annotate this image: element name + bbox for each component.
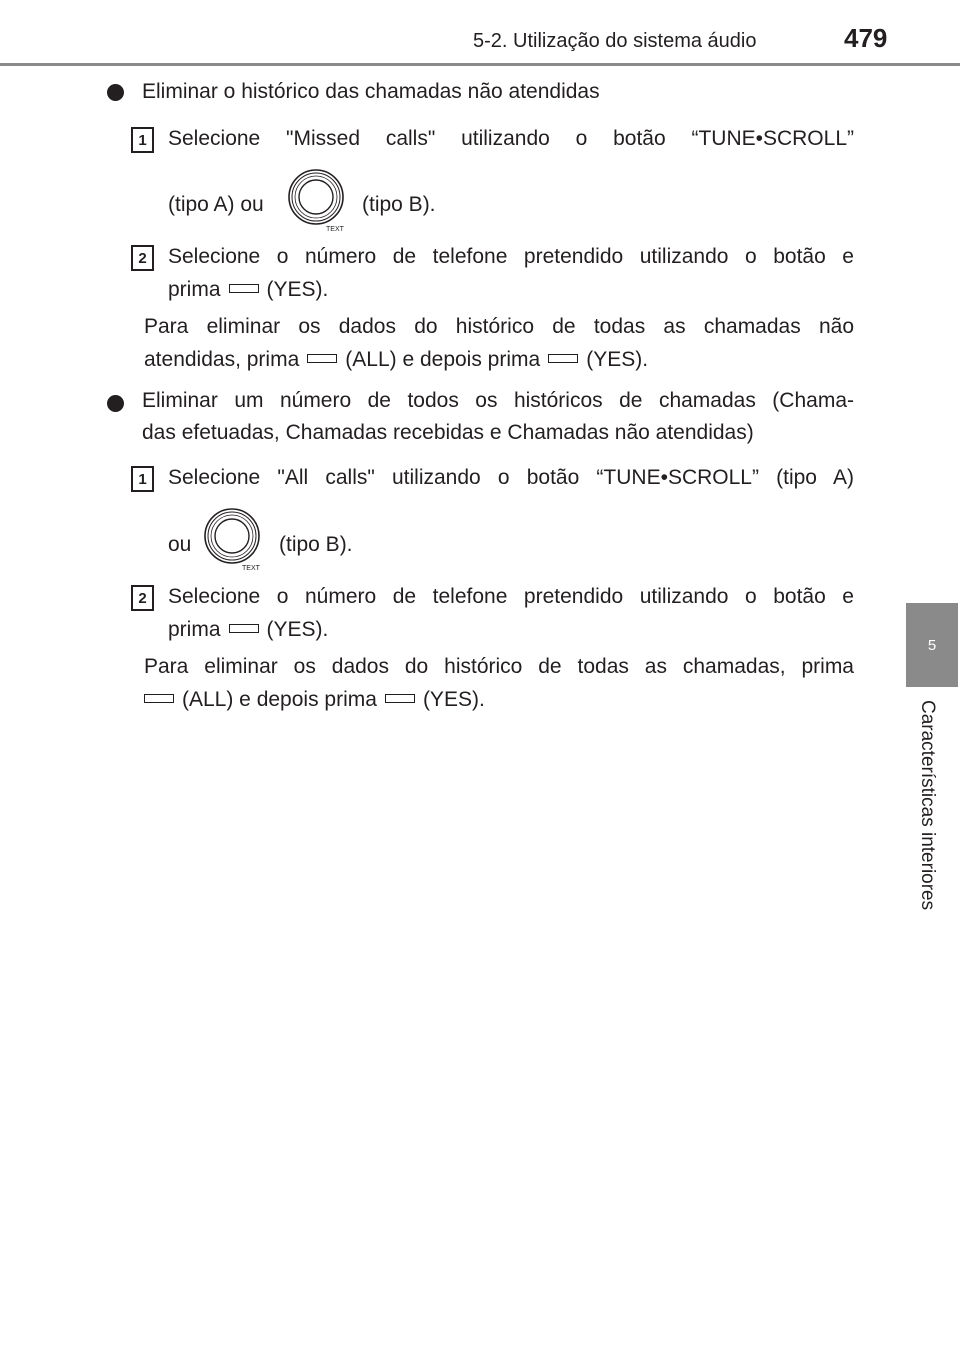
note-text: Para eliminar os dados do histórico de todas as chamadas não bbox=[144, 315, 854, 338]
step-text: prima bbox=[168, 278, 221, 301]
section-title: das efetuadas, Chamadas recebidas e Chamadas não atendidas) bbox=[142, 421, 754, 444]
step-number-badge: 2 bbox=[131, 585, 154, 611]
note-text-with-buttons bbox=[136, 686, 485, 714]
bullet-icon bbox=[107, 395, 124, 412]
header-section-title: 5-2. Utilização do sistema áudio bbox=[473, 30, 757, 52]
step-text: (tipo B). bbox=[279, 533, 353, 556]
step-text: prima bbox=[168, 618, 221, 641]
step-text: (tipo B). bbox=[362, 193, 436, 216]
note-text: Para eliminar os dados do histórico de todas as chamadas, prima bbox=[144, 655, 854, 678]
note-text-with-buttons bbox=[144, 346, 648, 374]
display-button-icon bbox=[144, 694, 174, 703]
tune-scroll-knob-icon bbox=[284, 166, 354, 232]
knob-text-label: TEXT bbox=[242, 565, 260, 571]
display-button-icon bbox=[307, 354, 337, 363]
step-text: Selecione "Missed calls" utilizando o botão “TUNE•SCROLL” bbox=[168, 127, 854, 150]
step-text: Selecione o número de telefone pretendido utilizando o botão e bbox=[168, 245, 854, 268]
step-text: (YES). bbox=[266, 278, 329, 301]
note-text: (YES). bbox=[422, 688, 485, 711]
section-title: Eliminar o histórico das chamadas não atendidas bbox=[142, 80, 600, 103]
display-button-icon bbox=[548, 354, 578, 363]
step-text-with-button bbox=[168, 616, 328, 644]
step-number-badge: 2 bbox=[131, 245, 154, 271]
chapter-title: Características interiores bbox=[917, 700, 938, 911]
bullet-icon bbox=[107, 84, 124, 101]
step-text: (YES). bbox=[266, 618, 329, 641]
chapter-tab bbox=[906, 603, 958, 687]
step-text: ou bbox=[168, 533, 192, 556]
step-text-with-button bbox=[168, 276, 328, 304]
chapter-number: 5 bbox=[927, 636, 937, 654]
header-rule bbox=[0, 63, 960, 66]
display-button-icon bbox=[229, 624, 259, 633]
step-number-badge: 1 bbox=[131, 127, 154, 153]
note-text: (ALL) e depois prima bbox=[182, 688, 377, 711]
step-text: (tipo A) ou bbox=[168, 193, 264, 216]
display-button-icon bbox=[385, 694, 415, 703]
knob-text-label: TEXT bbox=[326, 226, 344, 232]
display-button-icon bbox=[229, 284, 259, 293]
section-title: Eliminar um número de todos os históricos de chamadas (Chama- bbox=[142, 389, 854, 412]
note-text: (ALL) e depois prima bbox=[345, 348, 541, 371]
step-number-badge: 1 bbox=[131, 466, 154, 492]
page-number: 479 bbox=[844, 23, 888, 53]
step-text: Selecione "All calls" utilizando o botão “TUNE•SCROLL” (tipo A) bbox=[168, 466, 854, 489]
note-text: (YES). bbox=[586, 348, 649, 371]
tune-scroll-knob-icon bbox=[200, 505, 270, 571]
note-text: atendidas, prima bbox=[144, 348, 300, 371]
step-text: Selecione o número de telefone pretendido utilizando o botão e bbox=[168, 585, 854, 608]
